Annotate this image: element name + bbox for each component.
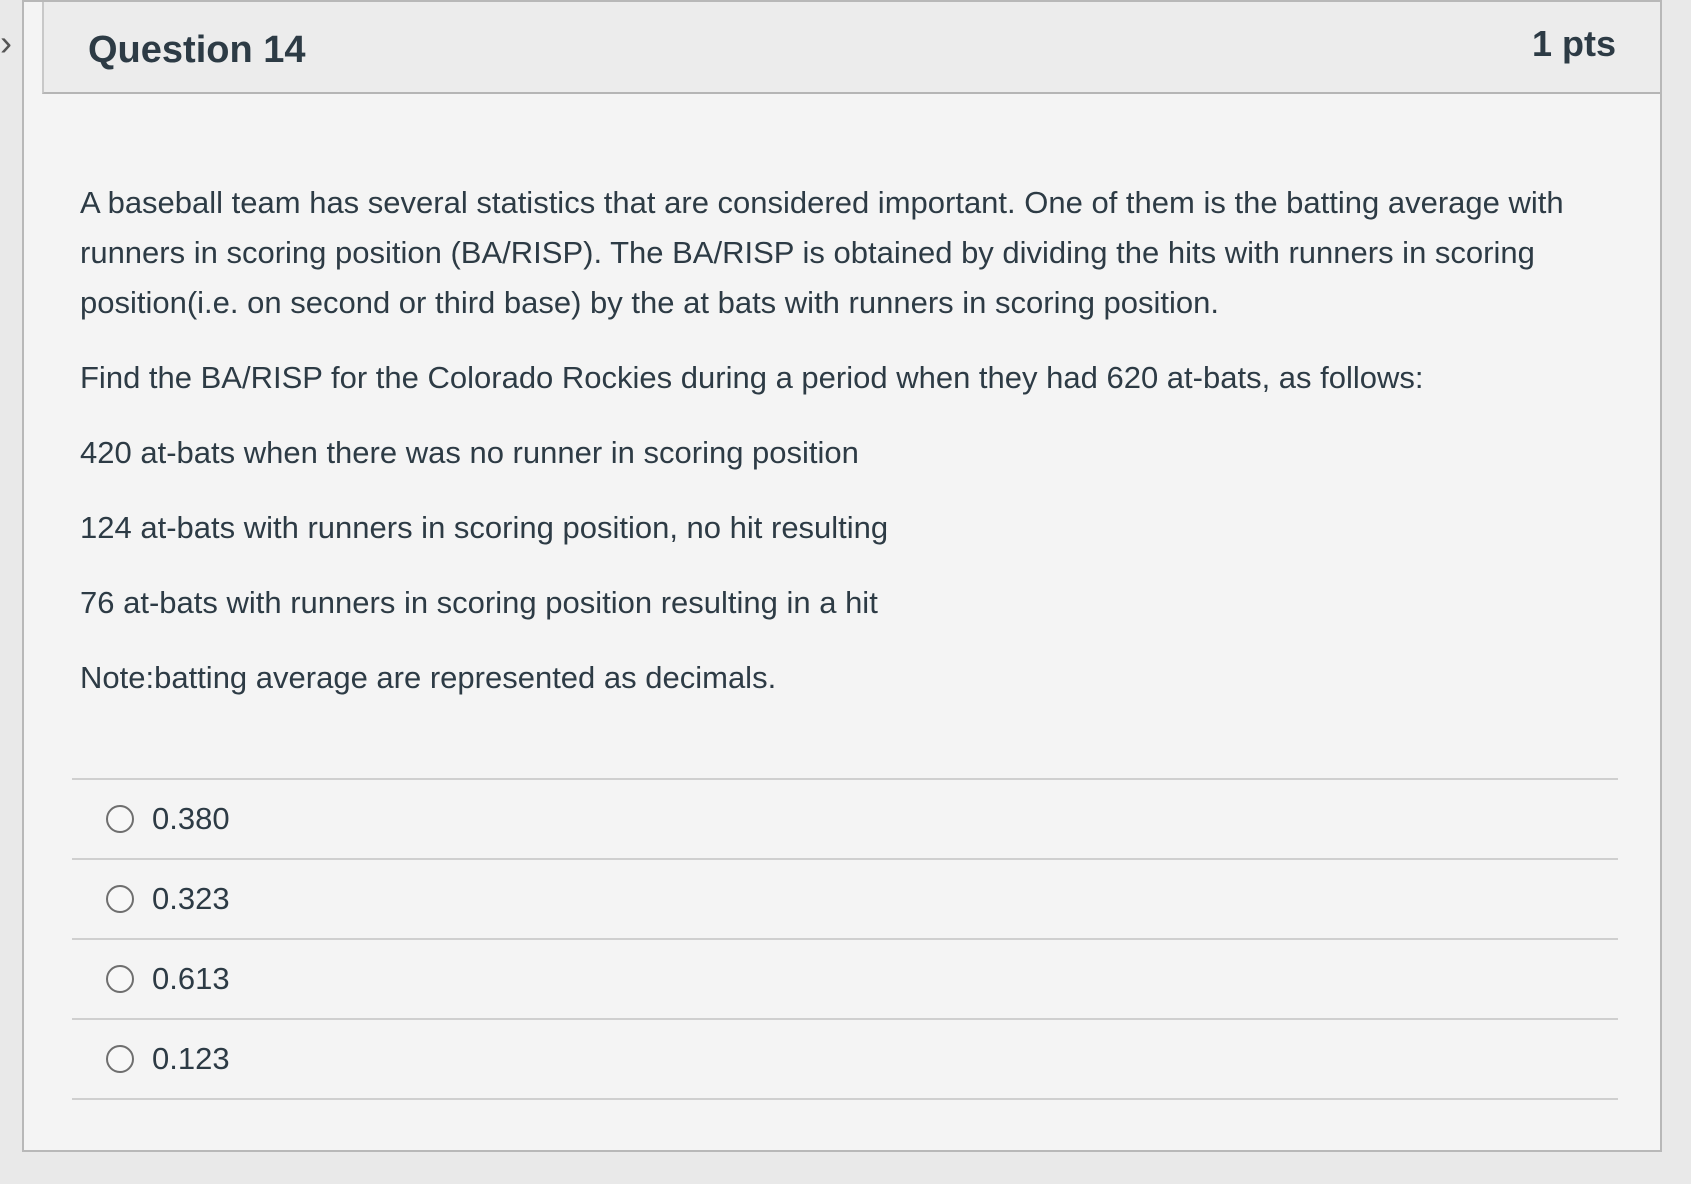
question-paragraph: 420 at-bats when there was no runner in scoring position xyxy=(80,435,859,470)
radio-button-icon[interactable] xyxy=(106,885,134,913)
question-text xyxy=(80,178,1620,728)
answer-list xyxy=(72,778,1618,1100)
question-paragraph: A baseball team has several statistics that are considered important. One of them is the batting average with runners in scoring position (BA/RISP). The BA/RISP is obtained by dividing the hits with runners in scoring position(i.e. on second or third base) by the at bats with runners in scoring position. xyxy=(80,185,1564,320)
question-paragraph: 76 at-bats with runners in scoring position resulting in a hit xyxy=(80,585,878,620)
radio-button-icon[interactable] xyxy=(106,965,134,993)
question-points: 1 pts xyxy=(1531,23,1616,64)
answer-label: 0.123 xyxy=(152,1041,230,1076)
radio-button-icon[interactable] xyxy=(106,1045,134,1073)
answer-option[interactable] xyxy=(72,1020,1618,1100)
answer-label: 0.380 xyxy=(152,801,230,836)
question-paragraph: Find the BA/RISP for the Colorado Rockies during a period when they had 620 at-bats, as follows: xyxy=(80,360,1424,395)
question-header xyxy=(42,2,1660,94)
answer-option[interactable] xyxy=(72,860,1618,940)
answer-label: 0.323 xyxy=(152,881,230,916)
question-card xyxy=(22,0,1662,1152)
chevron-right-icon[interactable]: › xyxy=(0,22,12,63)
question-title: Question 14 xyxy=(88,29,306,71)
answer-label: 0.613 xyxy=(152,961,230,996)
question-paragraph: 124 at-bats with runners in scoring position, no hit resulting xyxy=(80,510,889,545)
answer-option[interactable] xyxy=(72,780,1618,860)
radio-button-icon[interactable] xyxy=(106,805,134,833)
question-paragraph: Note:batting average are represented as decimals. xyxy=(80,660,777,695)
answer-option[interactable] xyxy=(72,940,1618,1020)
